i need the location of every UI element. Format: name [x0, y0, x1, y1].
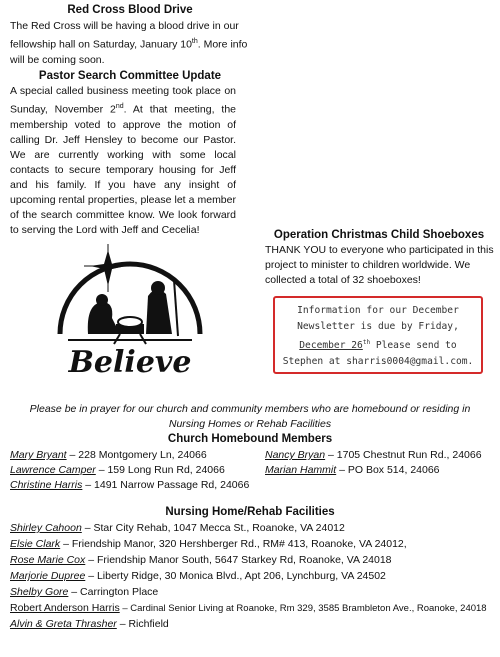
- homebound-name: Nancy Bryan: [265, 449, 326, 461]
- note-line-3-rest: Please send to: [370, 340, 457, 352]
- homebound-info: – 228 Montgomery Ln, 24066: [66, 449, 207, 461]
- note-line-3: [275, 335, 481, 354]
- blood-drive-text-1: The Red Cross will be having a blood drive in our fellowship hall on Saturday, January 10: [10, 20, 239, 51]
- nursing-info: – Richfield: [116, 618, 169, 630]
- homebound-title: Church Homebound Members: [167, 433, 333, 445]
- nursing-name: Shirley Cahoon: [10, 522, 82, 534]
- homebound-entry: [10, 449, 207, 461]
- note-line-1: Information for our December: [297, 305, 459, 316]
- blood-drive-body: [10, 19, 250, 68]
- newsletter-note-box: [273, 296, 483, 374]
- pastor-search-text-1: A special called business meeting took place on Sunday, November 2: [10, 85, 236, 116]
- nursing-info: – Star City Rehab, 1047 Mecca St., Roanoke, VA 24012: [81, 522, 345, 534]
- pastor-search-text-2: . At that meeting, the membership voted to approve the motion of calling Dr. Jeff Hensley to become our Pastor. We are currently working with some local contacts to secure temporary housing for Jeff and his family. If you have any insight of upcoming rental properties, please let a member of the search committee know. We look forward to serving the Lord with Jeff and Cecelia!: [10, 103, 237, 236]
- nursing-entry: [10, 538, 407, 550]
- nativity-svg: [50, 244, 210, 386]
- nursing-name: Robert Anderson Harris: [10, 602, 120, 614]
- blood-drive-text-2: . More info will be coming soon.: [10, 38, 248, 66]
- homebound-info: – 159 Long Run Rd, 24066: [95, 464, 225, 476]
- note-date-sup: th: [362, 339, 371, 346]
- nursing-entry: [10, 522, 345, 534]
- homebound-name: Lawrence Camper: [10, 464, 96, 476]
- pastor-search-sup: nd: [115, 103, 124, 110]
- nursing-info: – Friendship Manor, 320 Hershberger Rd., RM# 413, Roanoke, VA 24012,: [60, 538, 407, 550]
- note-line-4: Stephen at sharris0004@gmail.com.: [282, 356, 474, 368]
- nursing-entry: [10, 554, 392, 566]
- homebound-info: – PO Box 514, 24066: [336, 464, 440, 476]
- homebound-entry: [10, 479, 249, 491]
- nursing-name: Alvin & Greta Thrasher: [10, 618, 117, 630]
- nursing-entry: [10, 602, 487, 614]
- pastor-search-body: [10, 84, 236, 238]
- shoebox-title: Operation Christmas Child Shoeboxes: [273, 229, 485, 241]
- blood-drive-sup: th: [191, 38, 198, 45]
- nativity-believe-icon: [50, 244, 210, 386]
- homebound-name: Mary Bryant: [10, 449, 67, 461]
- nursing-entry: [10, 586, 158, 598]
- nursing-title: Nursing Home/Rehab Facilities: [165, 506, 335, 518]
- nursing-name: Marjorie Dupree: [10, 570, 86, 582]
- blood-drive-title: Red Cross Blood Drive: [67, 4, 193, 16]
- nursing-name: Rose Marie Cox: [10, 554, 86, 566]
- nursing-info: – Friendship Manor South, 5647 Starkey Rd, Roanoke, VA 24018: [85, 554, 392, 566]
- note-line-2: Newsletter is due by Friday,: [297, 321, 459, 332]
- note-date: December 26: [299, 340, 363, 352]
- homebound-name: Christine Harris: [10, 479, 83, 491]
- nursing-entry: [10, 618, 169, 630]
- homebound-entry: [265, 464, 440, 476]
- nursing-info: – Cardinal Senior Living at Roanoke, Rm 329, 3585 Brambleton Ave., Roanoke, 24018: [119, 603, 487, 614]
- homebound-info: – 1491 Narrow Passage Rd, 24066: [82, 479, 250, 491]
- nursing-name: Shelby Gore: [10, 586, 69, 598]
- homebound-entry: [10, 464, 225, 476]
- homebound-entry: [265, 449, 482, 461]
- homebound-info: – 1705 Chestnut Run Rd., 24066: [325, 449, 482, 461]
- homebound-name: Marian Hammit: [265, 464, 337, 476]
- nursing-entry: [10, 570, 386, 582]
- nursing-info: – Carrington Place: [68, 586, 159, 598]
- prayer-intro: Please be in prayer for our church and community members who are homebound or residing in Nursing Homes or Rehab Facilities: [29, 403, 471, 430]
- nursing-info: – Liberty Ridge, 30 Monica Blvd., Apt 206, Lynchburg, VA 24502: [85, 570, 386, 582]
- pastor-search-title: Pastor Search Committee Update: [38, 70, 222, 82]
- shoebox-body: THANK YOU to everyone who participated in this project to minister to children worldwide. We collected a total of 32 shoeboxes!: [265, 244, 494, 286]
- believe-caption: Believe: [68, 345, 192, 380]
- nursing-name: Elsie Clark: [10, 538, 61, 550]
